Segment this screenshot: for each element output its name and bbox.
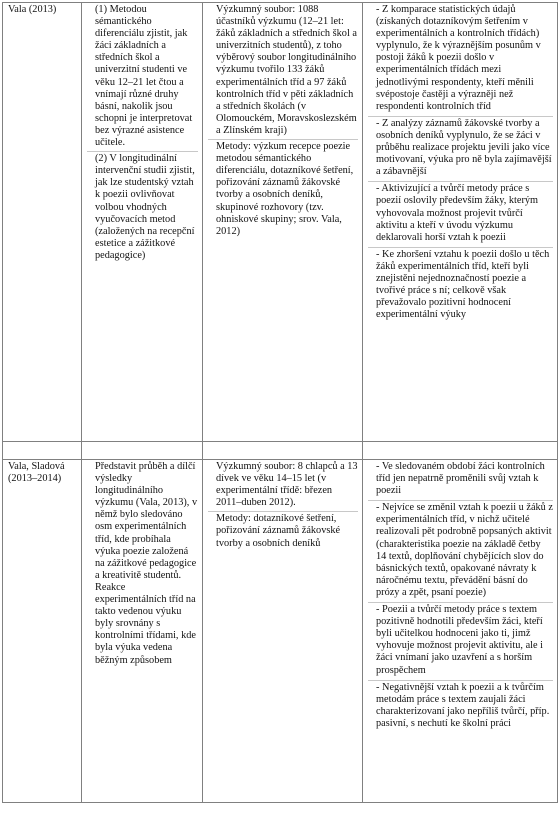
authors-text: Vala, Sladová (2013–2014) <box>8 461 65 485</box>
authors-cell <box>3 3 82 442</box>
methods-text: Výzkumný soubor: 1088 účastníků výzkumu (12–21 let: žáků základních a středních škol a univerzitních studentů), z toho výběrový soubor longitudinálního výzkumu tvořilo 133 žáků experimentálních tříd a 97 žáků kontrolních tříd v pěti základních a středních školách (v Olomouckém, Moravskoslezském a Zlínském kraji) <box>208 3 358 140</box>
result-item: - Z komparace statistických údajů (získaných dotazníkovým šetřením v experimentálních a kontrolních třídách) vyplynulo, že k výraznějším posunům v postoji žáků k poezii došlo v experimentálních třídách mezi jednotlivými respondenty, kteří měnili svépostoje častěji a výrazněji než respondenti kontrolních tříd <box>368 3 553 117</box>
methods-text: Metody: dotazníkové šetření, pořizování záznamů žákovské tvorby a osobních deníků <box>216 513 341 549</box>
table-row <box>3 3 558 442</box>
result-item: - Z analýzy záznamů žákovské tvorby a osobních deníků vyplynulo, že se žáci v průběhu realizace projektu jevili jako více motivovaní, výuka pro ně byla zajímavější a zábavnější <box>368 117 553 182</box>
results-cell <box>363 3 558 442</box>
table-spacer-row <box>3 442 558 460</box>
objective-text: (2) V longitudinální intervenční studii zjistit, jak lze studentský vztah k poezii ovlivňovat volbou vhodných vyučovacích metod (založených na recepční estetice a zážitkové pedagogice) <box>95 153 195 261</box>
authors-text: Vala (2013) <box>8 4 57 15</box>
authors-cell <box>3 460 82 803</box>
result-item: - Ke zhoršení vztahu k poezii došlo u těch žáků experimentálních tříd, kteří byli znejistěni nejednoznačností poezie a tvořivé práce s ní; celkově však převažovalo pozitivní hodnocení experimentální výuky <box>376 248 550 321</box>
objectives-cell <box>82 3 203 442</box>
result-item: - Ve sledovaném období žáci kontrolních tříd jen nepatrně proměnili svůj vztah k poezii <box>368 460 553 501</box>
result-item: - Poezii a tvůrčí metody práce s textem pozitivně hodnotili především žáci, kteří byli učitelkou hodnoceni jako ti, jimž vyhovuje možnost projevit aktivitu, ale i žáci vnímaní jako uzavření a s horším prospěchem <box>368 603 553 681</box>
research-summary-table <box>2 2 558 803</box>
objectives-cell <box>82 460 203 803</box>
objective-text: Představit průběh a dílčí výsledky longitudinálního výzkumu (Vala, 2013), v němž bylo sledováno osm experimentálních tříd, kde probíhala výuka poezie založená na zážitkové pedagogice a kreativitě studentů. Reakce experimentálních tříd na takto vedenou výuku byly srovnány s kontrolními třídami, kde byla výuka vedena běžným způsobem <box>95 461 198 666</box>
result-item: - Nejvíce se změnil vztah k poezii u žáků z experimentálních tříd, v nichž učitelé realizovali pět podrobně popsaných aktivit (charakteristika poezie na základě četby 14 textů, doplňování chybějících slov do básnických textů, opakované návraty k náročnému textu, převádění básní do prózy a zpět, psaní poezie) <box>368 501 553 603</box>
methods-cell <box>203 3 363 442</box>
table-row <box>3 460 558 803</box>
result-item: - Aktivizující a tvůrčí metody práce s poezií oslovily především žáky, kterým vyhovovala možnost projevit tvůrčí aktivitu a kteří v úvodu výzkumu deklarovali horší vztah k poezii <box>368 182 553 247</box>
result-item: - Negativnější vztah k poezii a k tvůrčím metodám práce s textem zaujali žáci charakterizovaní jako nepříliš tvůrčí, příp. pasivní, s nechutí ke školní práci <box>376 681 550 729</box>
objective-text: (1) Metodou sémantického diferenciálu zjistit, jak žáci základních a středních škol a univerzitní studenti ve věku 12–21 let čtou a vnímají různé druhy básní, nakolik jsou schopni je interpretovat bez výrazné asistence učitele. <box>87 3 198 152</box>
results-cell <box>363 460 558 803</box>
methods-text: Výzkumný soubor: 8 chlapců a 13 dívek ve věku 14–15 let (v experimentální třídě: březen 2011–duben 2012). <box>208 460 358 512</box>
methods-text: Metody: výzkum recepce poezie metodou sémantického diferenciálu, dotazníkové šetření, pořizování záznamů žákovské tvorby a osobních deníků, skupinové rozhovory (tzv. ohniskové skupiny; srov. Vala, 2012) <box>216 141 354 237</box>
methods-cell <box>203 460 363 803</box>
